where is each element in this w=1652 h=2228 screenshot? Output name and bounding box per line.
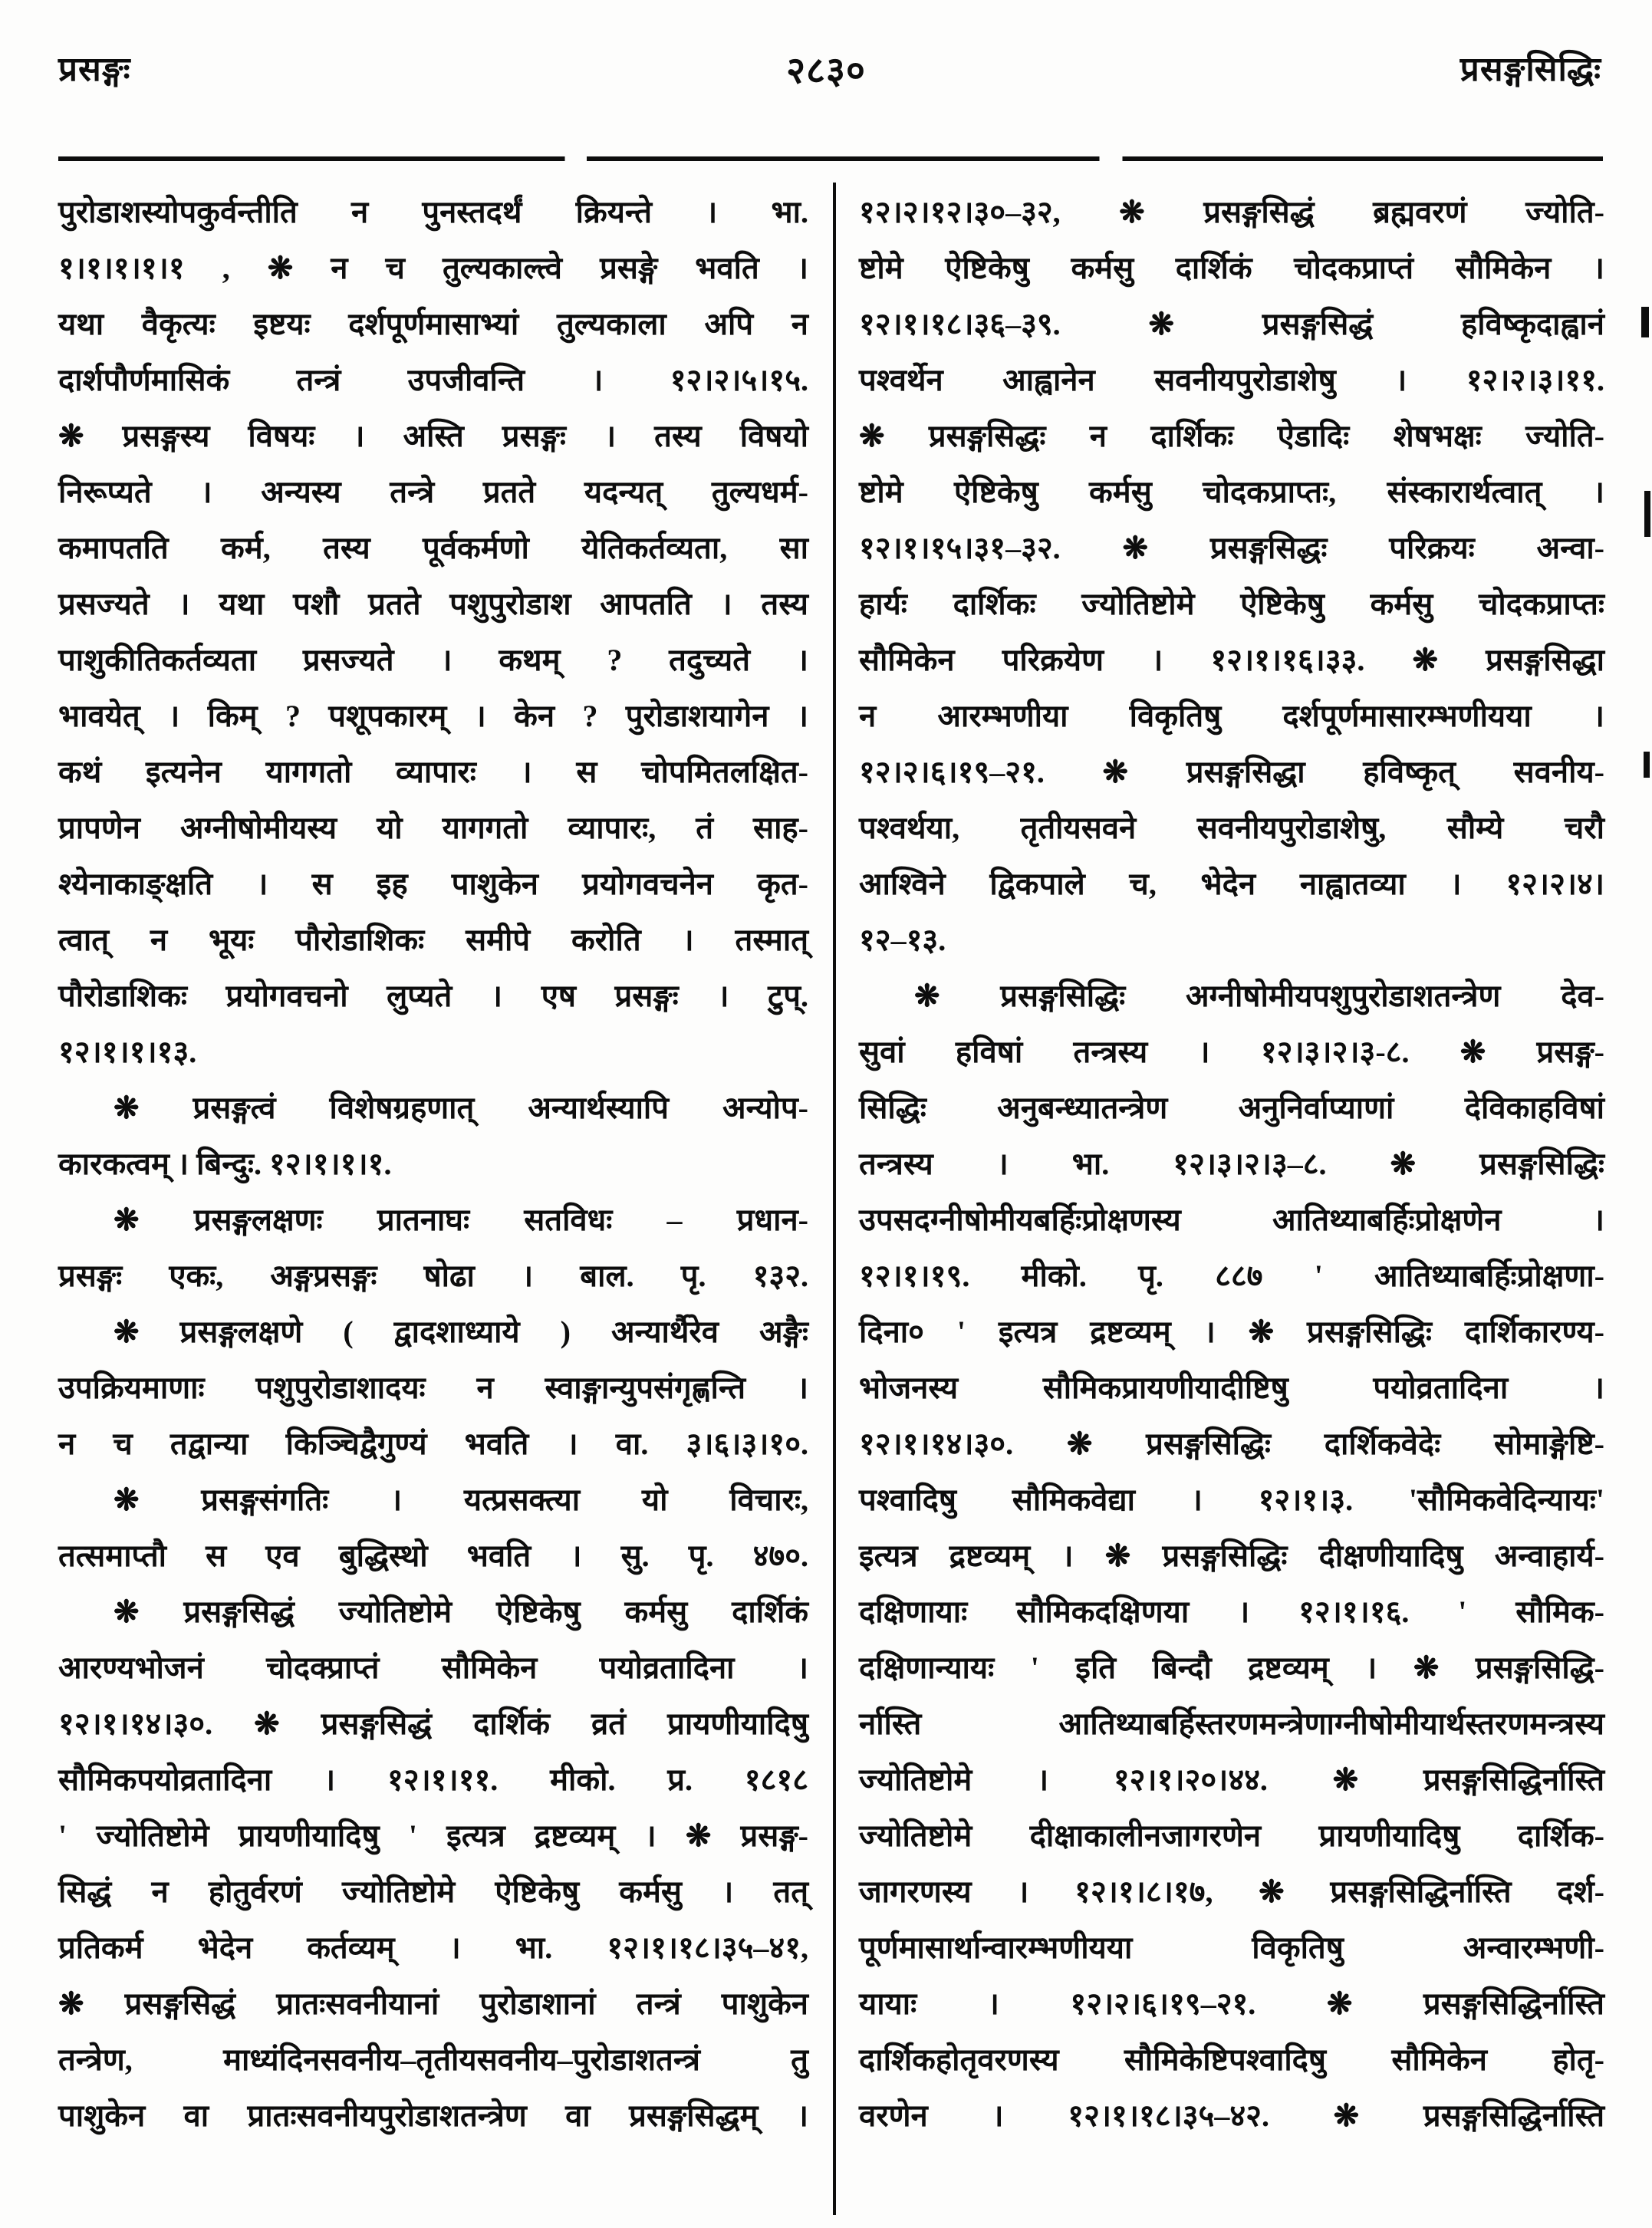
text-line: ❋ प्रसङ्गलक्षणे ( द्वादशाध्याये ) अन्यार्थैरेव अङ्गैः [114,1315,808,1349]
text-line: १२।१।१८।३६–३९. ❋ प्रसङ्गसिद्धं हविष्कृदाह्वानं [859,307,1604,341]
column-divider [833,183,836,2215]
text-line: तत्समाप्तौ स एव बुद्धिस्थो भवति । सु. पृ. ४७०. [58,1539,808,1573]
text-line: ❋ प्रसङ्गसिद्धिः अग्नीषोमीयपशुपुरोडाशतन्त्रेण देव- [914,979,1604,1013]
text-line: १२।१।१९. मीको. पृ. ८८७ ' आतिथ्याबर्हिःप्रोक्षणा- [859,1259,1604,1293]
text-line: प्रतिकर्म भेदेन कर्तव्यम् । भा. १२।१।१८।३५–४१, [58,1930,808,1965]
text-line: प्रसज्यते । यथा पशौ प्रतते पशुपुरोडाश आपतति । तस्य [58,587,808,621]
text-line: उपसदग्नीषोमीयबर्हिःप्रोक्षणस्य आतिथ्याबर्हिःप्रोक्षणेन । [859,1203,1604,1237]
text-line: भावयेत् । किम् ? पशूपकारम् । केन ? पुरोडाशयागेन । [58,699,808,733]
text-line: ❋ प्रसङ्गसिद्धः न दार्शिकः ऐडादिः शेषभक्षः ज्योति- [859,419,1604,453]
running-head-left: प्रसङ्गः [58,51,131,88]
text-line: निरूप्यते । अन्यस्य तन्त्रे प्रतते यदन्यत् तुल्यधर्म- [58,475,808,509]
text-line: ज्योतिष्टोमे । १२।१।२०।४४. ❋ प्रसङ्गसिद्धिर्नास्ति [859,1762,1604,1797]
text-line: सौमिकेन परिक्रयेण । १२।१।१६।३३. ❋ प्रसङ्गसिद्धा [859,643,1604,677]
scan-artifact [1641,307,1649,337]
text-line: ❋ प्रसङ्गत्वं विशेषग्रहणात् अन्यार्थस्यापि अन्योप- [114,1091,808,1125]
text-line: ❋ प्रसङ्गलक्षणः प्रातनाघः सतविधः – प्रधान- [114,1203,808,1237]
text-line: ष्टोमे ऐष्टिकेषु कर्मसु चोदकप्राप्तः, संस्कारार्थत्वात् । [859,475,1604,509]
scan-artifact [1644,491,1650,537]
text-line: श्येनाकाङ्क्षति । स इह पाशुकेन प्रयोगवचनेन कृत- [58,867,808,901]
text-line: न आरम्भणीया विकृतिषु दर्शपूर्णमासारम्भणीयया । [859,699,1604,733]
text-line: तन्त्रस्य । भा. १२।३।२।३–८. ❋ प्रसङ्गसिद्धिः [859,1147,1604,1181]
text-line: ❋ प्रसङ्गसंगतिः । यत्प्रसक्त्या यो विचारः, [114,1483,808,1517]
running-head-right: प्रसङ्गसिद्धिः [1459,51,1601,88]
text-line: त्वात् न भूयः पौरोडाशिकः समीपे करोति । तस्मात् [58,923,808,957]
text-line: पुरोडाशस्योपकुर्वन्तीति न पुनस्तदर्थं क्रियन्ते । भा. [58,195,808,229]
text-line: यायाः । १२।२।६।१९–२१. ❋ प्रसङ्गसिद्धिर्नास्ति [859,1986,1604,2021]
text-line: कारकत्वम् । बिन्दुः. १२।१।१।१. [58,1147,392,1181]
text-line: तन्त्रेण, माध्यंदिनसवनीय–तृतीयसवनीय–पुरोडाशतन्त्रं तु [58,2042,808,2077]
text-line: पूर्णमासार्थान्वारम्भणीयया विकृतिषु अन्वारम्भणी- [859,1930,1604,1965]
text-line: प्रापणेन अग्नीषोमीयस्य यो यागगतो व्यापारः, तं साह- [58,811,808,845]
text-line: दक्षिणायाः सौमिकदक्षिणया । १२।१।१६. ' सौमिक- [859,1594,1604,1629]
text-line: आरण्यभोजनं चोदक्प्राप्तं सौमिकेन पयोव्रतादिना । [58,1650,808,1685]
text-line: १२।२।१२।३०–३२, ❋ प्रसङ्गसिद्धं ब्रह्मवरणं ज्योति- [859,195,1604,229]
text-line: ' ज्योतिष्टोमे प्रायणीयादिषु ' इत्यत्र द्रष्टव्यम् । ❋ प्रसङ्ग- [58,1818,808,1853]
text-line: कथं इत्यनेन यागगतो व्यापारः । स चोपमितलक्षित- [58,755,808,789]
header-rule [58,156,1603,161]
text-line: ❋ प्रसङ्गस्य विषयः । अस्ति प्रसङ्गः । तस्य विषयो [58,419,808,453]
text-line: १२।१।१।१३. [58,1035,197,1069]
text-line: १२।१।१४।३०. ❋ प्रसङ्गसिद्धिः दार्शिकवेदेः सोमाङ्गेष्टि- [859,1427,1604,1461]
text-line: प्रसङ्गः एकः, अङ्गप्रसङ्गः षोढा । बाल. पृ. १३२. [58,1259,808,1293]
text-line: दार्शिकहोतृवरणस्य सौमिकेष्टिपश्वादिषु सौमिकेन होतृ- [859,2042,1604,2077]
text-line: वरणेन । १२।१।१८।३५–४२. ❋ प्रसङ्गसिद्धिर्नास्ति [859,2098,1604,2133]
text-line: १२।१।१४।३०. ❋ प्रसङ्गसिद्धं दार्शिकं व्रतं प्रायणीयादिषु [58,1706,808,1741]
column-right [859,184,1604,2144]
text-line: यथा वैकृत्यः इष्टयः दर्शपूर्णमासाभ्यां तुल्यकाला अपि न [58,307,808,341]
text-line: ष्टोमे ऐष्टिकेषु कर्मसु दार्शिकं चोदकप्राप्तं सौमिकेन । [859,251,1604,285]
scan-artifact [1644,752,1650,778]
text-line: ❋ प्रसङ्गसिद्धं प्रातःसवनीयानां पुरोडाशानां तन्त्रं पाशुकेन [58,1986,808,2021]
text-line: ❋ प्रसङ्गसिद्धं ज्योतिष्टोमे ऐष्टिकेषु कर्मसु दार्शिकं [114,1594,808,1629]
text-line: पाशुकीतिकर्तव्यता प्रसज्यते । कथम् ? तदुच्यते । [58,643,808,677]
text-line: आश्विने द्विकपाले च, भेदेन नाह्वातव्या । १२।२।४। [859,867,1604,901]
text-line: दक्षिणान्यायः ' इति बिन्दौ द्रष्टव्यम् । ❋ प्रसङ्गसिद्धि- [859,1650,1604,1685]
text-line: पश्वादिषु सौमिकवेद्या । १२।१।३. 'सौमिकवेदिन्यायः' [859,1483,1604,1517]
text-line: जागरणस्य । १२।१।८।१७, ❋ प्रसङ्गसिद्धिर्नास्ति दर्श- [859,1874,1604,1909]
text-line: कमापतति कर्म, तस्य पूर्वकर्मणो येतिकर्तव्यता, सा [58,531,808,565]
text-line: १२–१३. [859,923,946,957]
text-line: पश्वर्थया, तृतीयसवने सवनीयपुरोडाशेषु, सौम्ये चरौ [859,811,1604,845]
text-line: हार्यः दार्शिकः ज्योतिष्टोमे ऐष्टिकेषु कर्मसु चोदकप्राप्तः [859,587,1604,621]
text-line: १२।२।६।१९–२१. ❋ प्रसङ्गसिद्धा हविष्कृत् सवनीय- [859,755,1604,789]
text-line: ज्योतिष्टोमे दीक्षाकालीनजागरणेन प्रायणीयादिषु दार्शिक- [859,1818,1604,1853]
text-line: दार्शपौर्णमासिकं तन्त्रं उपजीवन्ति । १२।२।५।१५. [58,363,808,397]
text-line: पौरोडाशिकः प्रयोगवचनो लुप्यते । एष प्रसङ्गः । टुप्. [58,979,808,1013]
text-line: सिद्धं न होतुर्वरणं ज्योतिष्टोमे ऐष्टिकेषु कर्मसु । तत् [58,1874,808,1909]
text-line: भोजनस्य सौमिकप्रायणीयादीष्टिषु पयोव्रतादिना । [859,1371,1604,1405]
text-line: न च तद्वान्या किञ्चिद्वैगुण्यं भवति । वा. ३।६।३।१०. [58,1427,808,1461]
text-line: पश्वर्थेन आह्वानेन सवनीयपुरोडाशेषु । १२।२।३।११. [859,363,1604,397]
text-line: १२।१।१५।३१–३२. ❋ प्रसङ्गसिद्धः परिक्रयः अन्वा- [859,531,1604,565]
page-number: २८३० [786,51,866,91]
text-line: उपक्रियमाणाः पशुपुरोडाशादयः न स्वाङ्गान्युपसंगृह्णन्ति । [58,1371,808,1405]
text-line: दिना० ' इत्यत्र द्रष्टव्यम् । ❋ प्रसङ्गसिद्धिः दार्शिकारण्य- [859,1315,1604,1349]
text-line: सौमिकपयोव्रतादिना । १२।१।११. मीको. प्र. १८१८ [58,1762,808,1797]
text-line: सुवां हविषां तन्त्रस्य । १२।३।२।३-८. ❋ प्रसङ्ग- [859,1035,1604,1069]
column-left [58,184,808,2144]
text-line: र्नास्ति आतिथ्याबर्हिस्तरणमन्त्रेणाग्नीषोमीयार्थस्तरणमन्त्रस्य [859,1706,1604,1741]
text-line: १।१।१।१।१ , ❋ न च तुल्यकाल्त्वे प्रसङ्गे भवति । [58,251,808,285]
text-line: इत्यत्र द्रष्टव्यम् । ❋ प्रसङ्गसिद्धिः दीक्षणीयादिषु अन्वाहार्य- [859,1539,1604,1573]
text-line: सिद्धिः अनुबन्ध्यातन्त्रेण अनुनिर्वाप्याणां देविकाहविषां [859,1091,1604,1125]
text-line: पाशुकेन वा प्रातःसवनीयपुरोडाशतन्त्रेण वा प्रसङ्गसिद्धम् । [58,2098,808,2133]
